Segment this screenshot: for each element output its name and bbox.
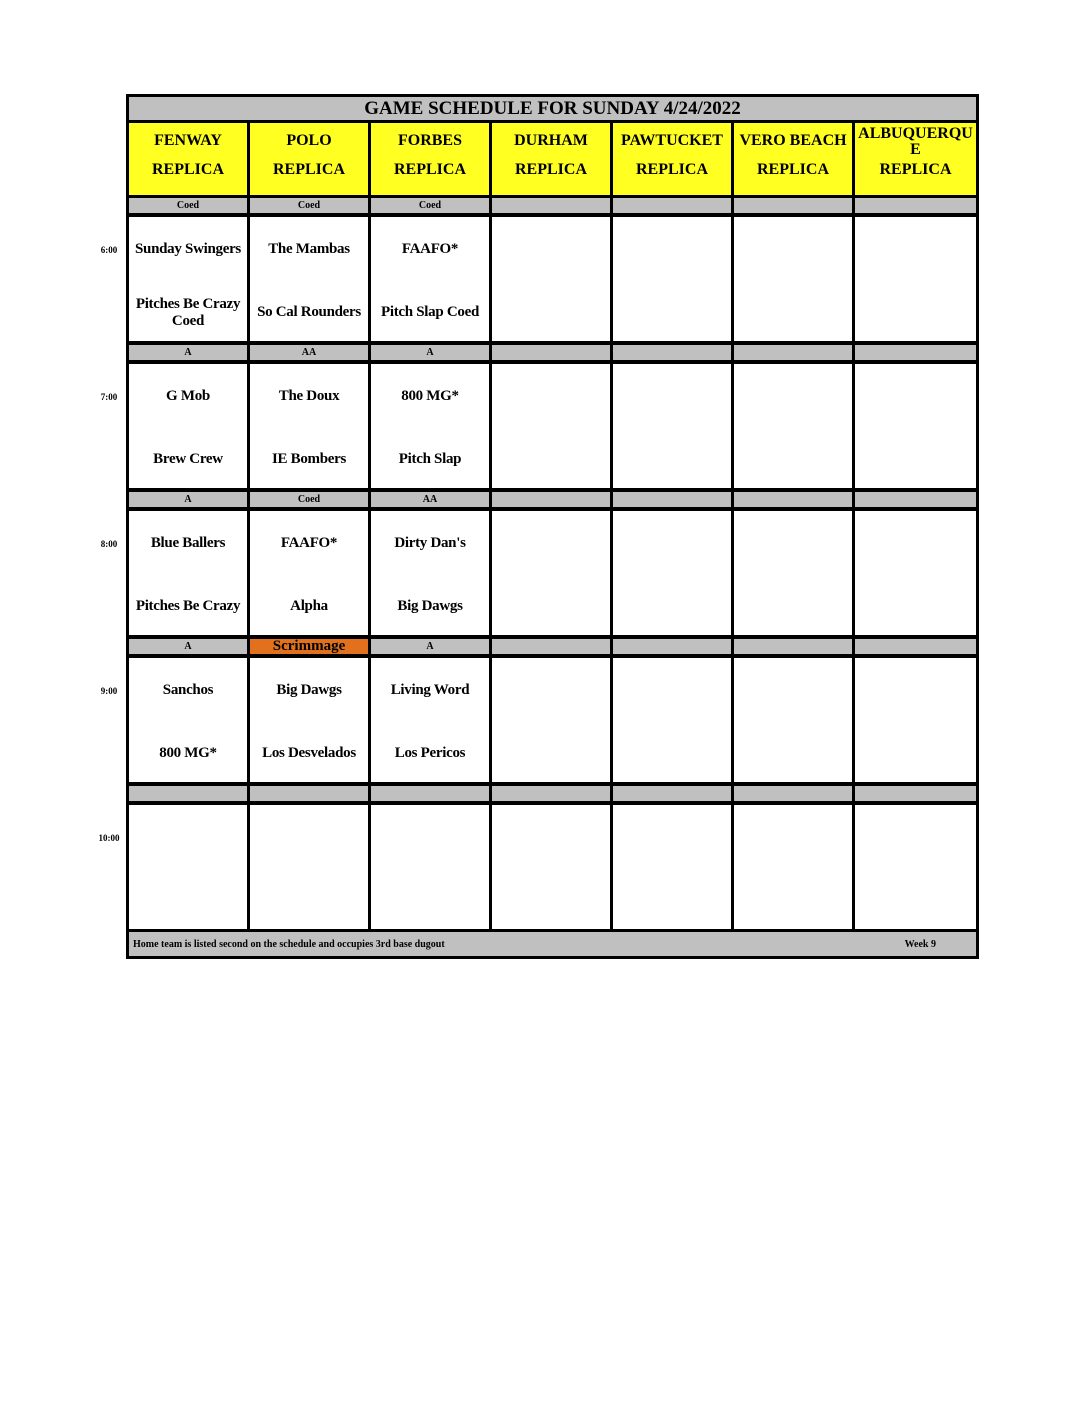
home-team [734, 442, 852, 478]
away-team: Dirty Dan's [394, 535, 466, 551]
game-cell [613, 511, 731, 635]
game-cell [734, 658, 852, 782]
division-label [734, 786, 852, 801]
game-cell [371, 511, 489, 635]
game-cell [129, 658, 247, 782]
away-team: Living Word [390, 682, 470, 698]
home-team [613, 442, 731, 478]
away-team: Sanchos [162, 682, 214, 698]
game-cell [613, 217, 731, 341]
game-cell [250, 364, 368, 488]
game-cell [250, 511, 368, 635]
home-team [855, 442, 976, 478]
time-label: 10:00 [98, 833, 120, 843]
home-team [855, 295, 976, 331]
division-label: A [371, 639, 489, 654]
field-header-vero-beach [734, 123, 852, 195]
game-cell [371, 217, 489, 341]
scrimmage-badge: Scrimmage [250, 639, 368, 654]
game-cell [250, 217, 368, 341]
game-cell [734, 364, 852, 488]
division-label [492, 345, 610, 360]
time-label: 9:00 [100, 686, 118, 696]
home-team: Alpha [290, 598, 328, 615]
game-cell [250, 658, 368, 782]
home-team: Big Dawgs [397, 598, 463, 615]
field-header-durham [492, 123, 610, 195]
game-cell [855, 364, 976, 488]
division-label [855, 492, 976, 507]
week-label: Week 9 [904, 938, 936, 950]
game-cell [129, 217, 247, 341]
game-cell [371, 805, 489, 929]
division-label: A [371, 345, 489, 360]
game-cell [492, 217, 610, 341]
home-team: Pitches Be Crazy Coed [135, 295, 241, 329]
field-subtitle: REPLICA [151, 161, 224, 178]
field-header-albuquerqu-e [855, 123, 976, 195]
division-label [250, 786, 368, 801]
game-cell [492, 364, 610, 488]
field-header-fenway [129, 123, 247, 195]
home-team [734, 736, 852, 772]
division-label [734, 492, 852, 507]
away-team: G Mob [166, 388, 210, 404]
division-label [613, 198, 731, 213]
field-name: ALBUQUERQU E [858, 125, 973, 158]
division-label [855, 786, 976, 801]
field-subtitle: REPLICA [393, 161, 466, 178]
division-label [734, 198, 852, 213]
game-cell [613, 658, 731, 782]
field-subtitle: REPLICA [756, 161, 829, 178]
field-subtitle: REPLICA [514, 161, 587, 178]
field-header-forbes [371, 123, 489, 195]
home-team: Los Desvelados [262, 745, 356, 762]
field-name: PAWTUCKET [621, 132, 723, 149]
game-cell [129, 364, 247, 488]
schedule-title: GAME SCHEDULE FOR SUNDAY 4/24/2022 [129, 97, 976, 120]
home-team [734, 295, 852, 331]
field-name: POLO [286, 132, 332, 149]
field-name: FORBES [397, 132, 462, 149]
game-cell [855, 511, 976, 635]
home-team [613, 589, 731, 625]
division-label: AA [371, 492, 489, 507]
home-team [492, 736, 610, 772]
time-label: 6:00 [100, 245, 118, 255]
game-cell [613, 364, 731, 488]
game-cell [492, 511, 610, 635]
away-team: FAAFO* [280, 535, 338, 551]
home-team: Los Pericos [394, 745, 466, 762]
division-label [492, 198, 610, 213]
game-cell [492, 805, 610, 929]
game-cell [855, 217, 976, 341]
division-label [613, 492, 731, 507]
home-team [855, 736, 976, 772]
time-label: 8:00 [100, 539, 118, 549]
game-cell [492, 658, 610, 782]
game-cell [371, 658, 489, 782]
division-label: A [129, 492, 247, 507]
home-team [613, 736, 731, 772]
division-label: Coed [371, 198, 489, 213]
home-team [734, 589, 852, 625]
division-label: A [129, 345, 247, 360]
home-team: So Cal Rounders [257, 304, 361, 321]
game-cell [734, 805, 852, 929]
division-label [734, 639, 852, 654]
division-label [492, 786, 610, 801]
division-label [855, 198, 976, 213]
away-team: Big Dawgs [276, 682, 342, 698]
away-team: The Mambas [268, 241, 350, 257]
game-cell [734, 217, 852, 341]
away-team: Blue Ballers [150, 535, 226, 551]
game-cell [855, 658, 976, 782]
division-label [129, 786, 247, 801]
home-team: Pitches Be Crazy [135, 598, 241, 615]
home-team [492, 442, 610, 478]
field-name: DURHAM [514, 132, 588, 149]
division-label [855, 345, 976, 360]
field-header-pawtucket [613, 123, 731, 195]
home-team [613, 883, 731, 919]
division-label [734, 345, 852, 360]
division-label: AA [250, 345, 368, 360]
home-team [129, 883, 247, 919]
away-team: 800 MG* [401, 388, 459, 404]
field-name: FENWAY [154, 132, 222, 149]
home-team: 800 MG* [159, 745, 217, 762]
time-label: 7:00 [100, 392, 118, 402]
schedule-table [126, 94, 979, 959]
game-cell [129, 511, 247, 635]
field-header-polo [250, 123, 368, 195]
division-label [371, 786, 489, 801]
home-team [613, 295, 731, 331]
home-team-note: Home team is listed second on the schedule and occupies 3rd base dugout [133, 938, 445, 950]
game-cell [129, 805, 247, 929]
game-cell [371, 364, 489, 488]
home-team [371, 883, 489, 919]
division-label [855, 639, 976, 654]
division-label: Coed [129, 198, 247, 213]
home-team [492, 589, 610, 625]
game-cell [613, 805, 731, 929]
game-cell [855, 805, 976, 929]
home-team: Pitch Slap [398, 451, 462, 468]
home-team: Pitch Slap Coed [380, 304, 479, 321]
home-team [250, 883, 368, 919]
division-label [492, 492, 610, 507]
division-label: Coed [250, 492, 368, 507]
game-cell [250, 805, 368, 929]
home-team [492, 295, 610, 331]
division-label: A [129, 639, 247, 654]
footer-bar [129, 932, 976, 956]
away-team: Sunday Swingers [135, 241, 241, 257]
division-label [492, 639, 610, 654]
home-team [492, 883, 610, 919]
away-team: The Doux [278, 388, 340, 404]
away-team: FAAFO* [401, 241, 459, 257]
division-label [613, 786, 731, 801]
field-subtitle: REPLICA [272, 161, 345, 178]
home-team: IE Bombers [271, 451, 347, 468]
division-label [613, 345, 731, 360]
game-cell [734, 511, 852, 635]
field-subtitle: REPLICA [635, 161, 708, 178]
division-label [613, 639, 731, 654]
home-team: Brew Crew [153, 451, 223, 468]
field-name: VERO BEACH [739, 132, 847, 149]
division-label: Coed [250, 198, 368, 213]
home-team [855, 589, 976, 625]
home-team [734, 883, 852, 919]
home-team [855, 883, 976, 919]
field-subtitle: REPLICA [879, 161, 952, 178]
